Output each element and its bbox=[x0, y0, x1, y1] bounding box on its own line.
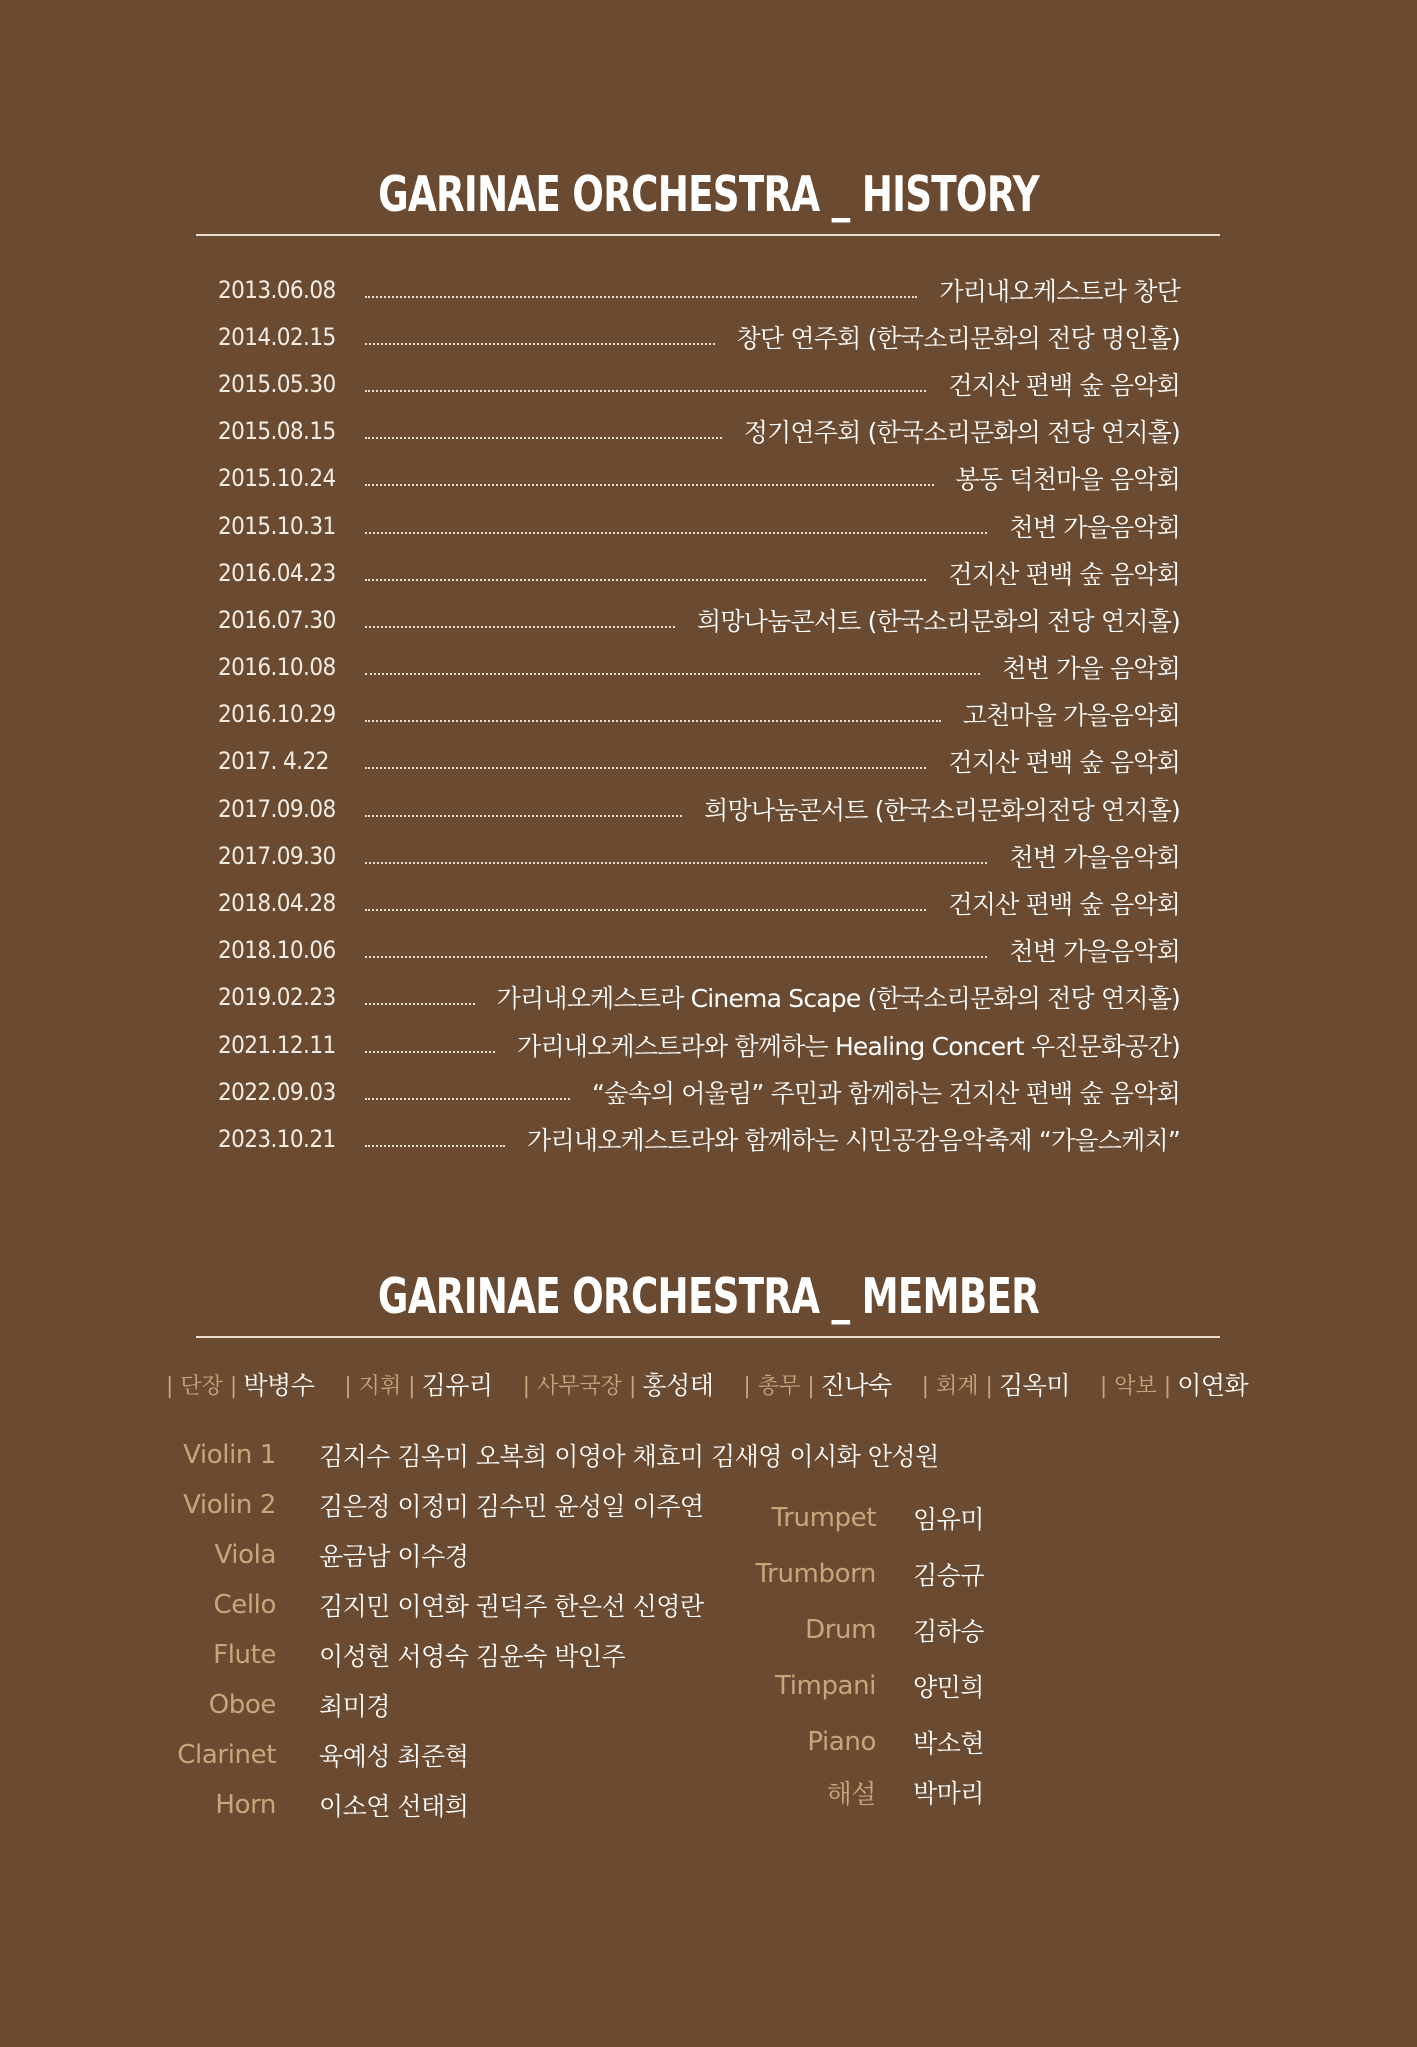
instrument-names: 박마리 bbox=[913, 1779, 984, 1808]
history-row bbox=[218, 549, 1180, 596]
history-date: 2017.09.08 bbox=[218, 794, 336, 823]
history-row bbox=[218, 738, 1180, 785]
history-date: 2014.02.15 bbox=[218, 322, 336, 351]
history-event: 가리내오케스트라와 함께하는 Healing Concert 우진문화공간) bbox=[517, 1031, 1180, 1061]
instrument-label: 해설 bbox=[826, 1779, 876, 1810]
history-date: 2022.09.03 bbox=[218, 1077, 336, 1106]
instrument-label: Timpani bbox=[775, 1671, 876, 1701]
instrument-names: 육예성 최준혁 bbox=[319, 1742, 469, 1771]
leader-dots bbox=[365, 981, 475, 1005]
instrument-names: 김은정 이정미 김수민 윤성일 이주연 bbox=[319, 1492, 704, 1521]
history-row bbox=[218, 1115, 1180, 1162]
staff-role: | 지휘 | bbox=[344, 1373, 416, 1399]
instrument-names: 이성현 서영숙 김윤숙 박인주 bbox=[319, 1642, 626, 1671]
instrument-label: Oboe bbox=[208, 1690, 276, 1720]
instrument-label: Flute bbox=[213, 1640, 276, 1670]
history-date: 2017. 4.22 bbox=[218, 747, 329, 776]
leader-dots bbox=[365, 557, 926, 581]
staff-name: 홍성태 bbox=[642, 1371, 714, 1400]
history-date: 2021.12.11 bbox=[218, 1030, 336, 1059]
staff-role: | 회계 | bbox=[921, 1373, 993, 1399]
history-row bbox=[218, 408, 1180, 455]
instrument-names: 이소연 선태희 bbox=[319, 1792, 469, 1821]
history-date: 2016.10.29 bbox=[218, 700, 336, 729]
leader-dots bbox=[365, 887, 926, 911]
instrument-label: Violin 2 bbox=[183, 1490, 276, 1520]
staff-name: 이연화 bbox=[1177, 1371, 1249, 1400]
staff-item bbox=[1100, 1366, 1248, 1402]
instrument-label: Drum bbox=[805, 1615, 876, 1645]
instrument-names: 임유미 bbox=[913, 1505, 984, 1534]
instrument-row bbox=[740, 1714, 984, 1770]
staff-role: | 사무국장 | bbox=[522, 1373, 637, 1399]
instrument-label: Cello bbox=[213, 1590, 276, 1620]
history-event: 건지산 편백 숲 음악회 bbox=[948, 559, 1180, 589]
instrument-names: 김지수 김옥미 오복희 이영아 채효미 김새영 이시화 안성원 bbox=[319, 1442, 939, 1471]
staff-item bbox=[523, 1366, 714, 1402]
history-row bbox=[218, 974, 1180, 1021]
instrument-names: 김승규 bbox=[913, 1561, 984, 1590]
history-row bbox=[218, 1068, 1180, 1115]
leader-dots bbox=[365, 1123, 505, 1147]
history-row bbox=[218, 785, 1180, 832]
staff-name: 김유리 bbox=[421, 1371, 493, 1400]
history-date: 2016.04.23 bbox=[218, 558, 336, 587]
instrument-row bbox=[740, 1770, 984, 1814]
staff-item bbox=[344, 1366, 492, 1402]
history-event: 천변 가을 음악회 bbox=[1002, 654, 1180, 684]
history-event: 천변 가을음악회 bbox=[1009, 842, 1180, 872]
history-row bbox=[218, 644, 1180, 691]
history-row bbox=[218, 879, 1180, 926]
history-title-rule bbox=[196, 234, 1220, 236]
history-row bbox=[218, 502, 1180, 549]
staff-item bbox=[922, 1366, 1070, 1402]
leader-dots bbox=[365, 1076, 570, 1100]
instrument-names: 윤금남 이수경 bbox=[319, 1542, 469, 1571]
leader-dots bbox=[365, 651, 980, 675]
history-event: 정기연주회 (한국소리문화의 전당 연지홀) bbox=[743, 418, 1180, 448]
instrument-row bbox=[740, 1602, 984, 1658]
instrument-label: Viola bbox=[214, 1540, 276, 1570]
history-event: 가리내오케스트라와 함께하는 시민공감음악축제 “가을스케치” bbox=[527, 1125, 1180, 1155]
history-row bbox=[218, 691, 1180, 738]
member-title-rule bbox=[196, 1336, 1220, 1338]
instrument-label: Violin 1 bbox=[183, 1440, 276, 1470]
instrument-row bbox=[740, 1490, 984, 1546]
staff-name: 진나숙 bbox=[820, 1371, 892, 1400]
staff-name: 박병수 bbox=[243, 1371, 315, 1400]
history-row bbox=[218, 455, 1180, 502]
staff-item bbox=[743, 1366, 891, 1402]
leader-dots bbox=[365, 462, 934, 486]
instrument-names: 최미경 bbox=[319, 1692, 390, 1721]
history-date: 2016.07.30 bbox=[218, 605, 336, 634]
leader-dots bbox=[365, 415, 722, 439]
history-event: 건지산 편백 숲 음악회 bbox=[948, 748, 1180, 778]
history-event: 건지산 편백 숲 음악회 bbox=[948, 890, 1180, 920]
history-row bbox=[218, 596, 1180, 643]
history-date: 2019.02.23 bbox=[218, 983, 336, 1012]
history-row bbox=[218, 360, 1180, 407]
history-date: 2013.06.08 bbox=[218, 275, 336, 304]
history-event: 희망나눔콘서트 (한국소리문화의 전당 연지홀) bbox=[697, 606, 1180, 636]
history-list bbox=[218, 266, 1180, 1163]
leader-dots bbox=[365, 274, 917, 298]
staff-name: 김옥미 bbox=[998, 1371, 1070, 1400]
history-event: 천변 가을음악회 bbox=[1009, 937, 1180, 967]
member-title: GARINAE ORCHESTRA _ MEMBER bbox=[377, 1268, 1040, 1325]
history-event: 건지산 편백 숲 음악회 bbox=[948, 370, 1180, 400]
instrument-names: 박소현 bbox=[913, 1729, 984, 1758]
history-date: 2015.10.31 bbox=[218, 511, 336, 540]
history-row bbox=[218, 313, 1180, 360]
history-title: GARINAE ORCHESTRA _ HISTORY bbox=[378, 166, 1039, 223]
history-date: 2015.08.15 bbox=[218, 417, 336, 446]
instrument-names: 김하승 bbox=[913, 1617, 984, 1646]
staff-list bbox=[166, 1366, 1266, 1402]
instrument-names: 양민희 bbox=[913, 1673, 984, 1702]
leader-dots bbox=[365, 510, 987, 534]
leader-dots bbox=[365, 793, 682, 817]
instrument-row bbox=[740, 1546, 984, 1602]
leader-dots bbox=[365, 840, 987, 864]
leader-dots bbox=[365, 698, 941, 722]
leader-dots bbox=[365, 934, 987, 958]
leader-dots bbox=[365, 321, 715, 345]
history-date: 2016.10.08 bbox=[218, 653, 336, 682]
leader-dots bbox=[365, 1029, 495, 1053]
instrument-label: Trumpet bbox=[771, 1503, 876, 1533]
staff-item bbox=[166, 1366, 314, 1402]
history-row bbox=[218, 927, 1180, 974]
history-row bbox=[218, 266, 1180, 313]
history-event: 봉동 덕천마을 음악회 bbox=[955, 465, 1180, 495]
instrument-list-right bbox=[740, 1490, 984, 1814]
instrument-label: Horn bbox=[215, 1790, 276, 1820]
history-event: 창단 연주회 (한국소리문화의 전당 명인홀) bbox=[736, 323, 1180, 353]
staff-role: | 단장 | bbox=[166, 1373, 238, 1399]
history-date: 2017.09.30 bbox=[218, 841, 336, 870]
instrument-label: Piano bbox=[807, 1727, 876, 1757]
history-event: 희망나눔콘서트 (한국소리문화의전당 연지홀) bbox=[704, 795, 1180, 825]
instrument-label: Trumborn bbox=[755, 1559, 876, 1589]
history-event: 고천마을 가을음악회 bbox=[962, 701, 1180, 731]
instrument-names: 김지민 이연화 권덕주 한은선 신영란 bbox=[319, 1592, 704, 1621]
history-date: 2015.05.30 bbox=[218, 369, 336, 398]
staff-role: | 악보 | bbox=[1099, 1373, 1172, 1399]
history-event: 천변 가을음악회 bbox=[1009, 512, 1180, 542]
history-date: 2018.04.28 bbox=[218, 889, 336, 918]
instrument-row bbox=[740, 1658, 984, 1714]
leader-dots bbox=[365, 604, 675, 628]
history-row bbox=[218, 832, 1180, 879]
history-event: “숲속의 어울림” 주민과 함께하는 건지산 편백 숲 음악회 bbox=[591, 1078, 1180, 1108]
staff-role: | 총무 | bbox=[743, 1373, 815, 1399]
leader-dots bbox=[365, 745, 926, 769]
history-date: 2015.10.24 bbox=[218, 464, 336, 493]
leader-dots bbox=[365, 368, 926, 392]
instrument-row bbox=[140, 1430, 939, 1480]
history-row bbox=[218, 1021, 1180, 1068]
history-date: 2018.10.06 bbox=[218, 936, 336, 965]
instrument-label: Clarinet bbox=[177, 1740, 276, 1770]
history-event: 가리내오케스트라 Cinema Scape (한국소리문화의 전당 연지홀) bbox=[496, 984, 1180, 1014]
history-date: 2023.10.21 bbox=[218, 1124, 336, 1153]
history-event: 가리내오케스트라 창단 bbox=[939, 276, 1180, 306]
